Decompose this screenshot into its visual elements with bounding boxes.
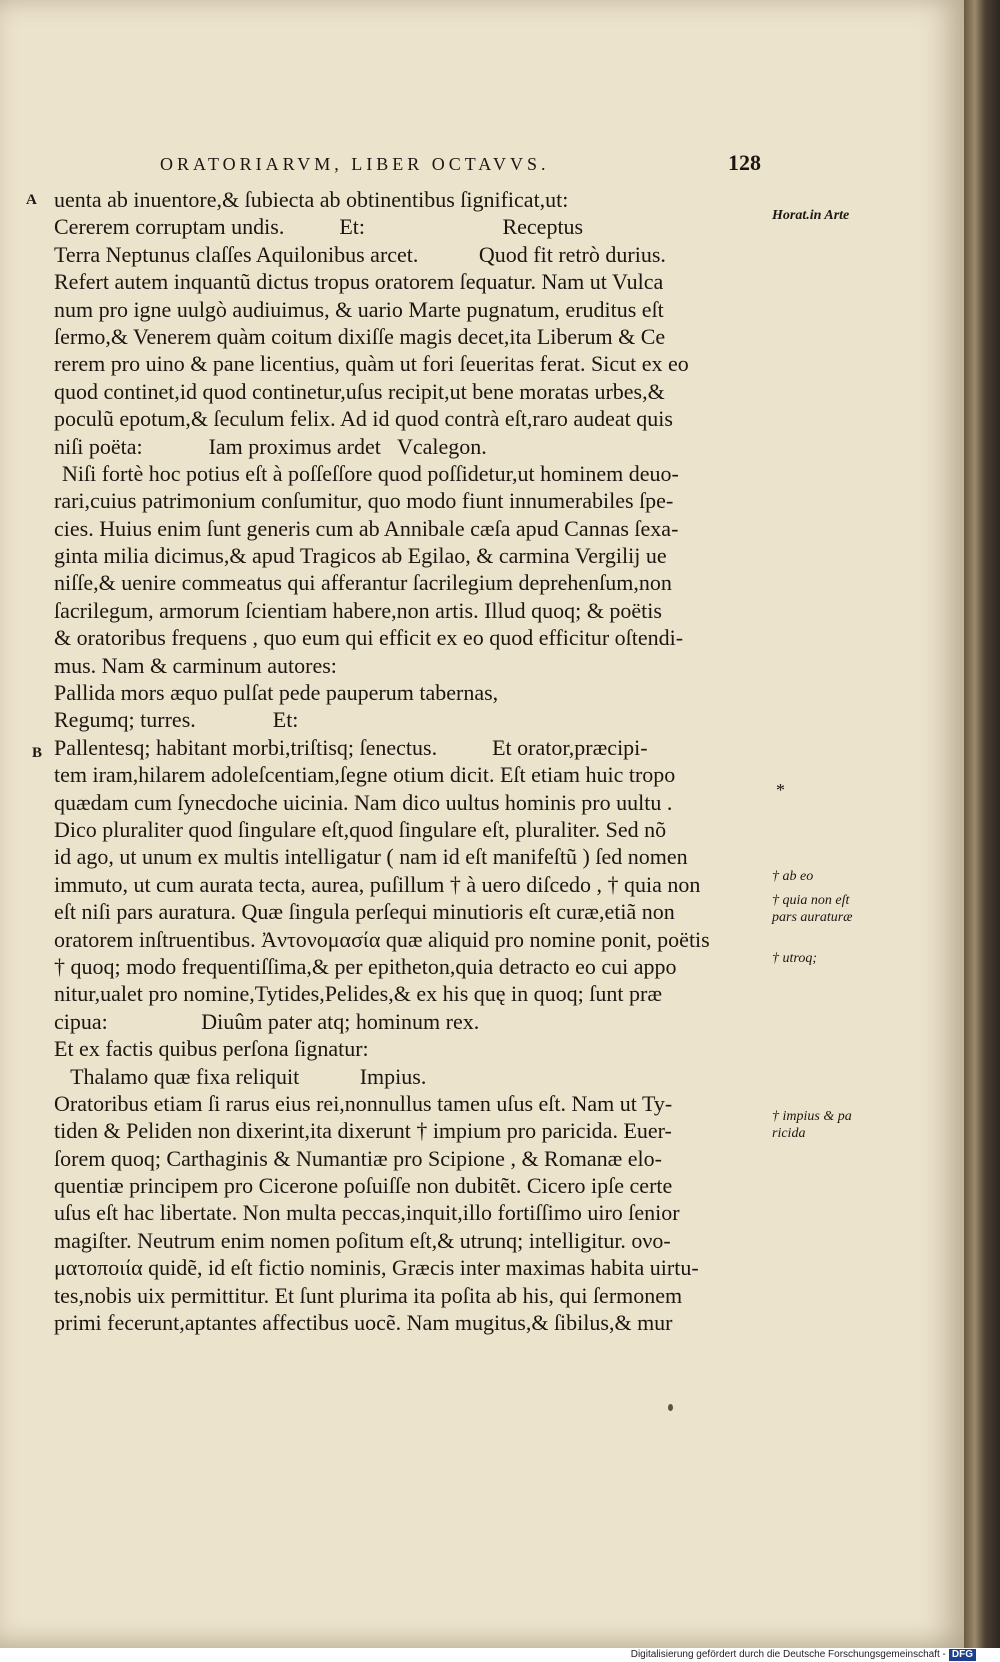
text-line: Et ex factis quibus perſona ſignatur: <box>54 1036 369 1062</box>
text-line: ſacrilegum, armorum ſcientiam habere,non artis. Illud quoq; & poëtis <box>54 597 662 623</box>
text-line: tes,nobis uix permittitur. Et ſunt plurima ita poſita ab his, qui ſermonem <box>54 1282 683 1308</box>
text-line: ginta milia dicimus,& apud Tragicos ab Egilao, & carmina Vergilij ue <box>54 543 667 569</box>
margin-note-impius: † impius & pa ricida <box>772 1109 852 1141</box>
text-line: & oratoribus frequens , quo eum qui efficit ex eo quod efficitur oſtendi- <box>54 625 684 651</box>
text-line: Regumq; turres. Et: <box>54 707 299 733</box>
text-line: uſus eſt hac libertate. Non multa peccas,inquit,illo fortiſſimo uiro ſenior <box>54 1200 680 1226</box>
text-line: Pallida mors æquo pulſat pede pauperum tabernas, <box>54 680 499 706</box>
text-line: tiden & Peliden non dixerint,ita dixerunt † impium pro paricida. Euer- <box>54 1118 672 1144</box>
margin-note-utroq: † utroq; <box>772 951 817 966</box>
margin-asterisk: * <box>776 780 785 800</box>
text-line: primi fecerunt,aptantes affectibus uocẽ. Nam mugitus,& ſibilus,& mur <box>54 1310 673 1336</box>
credit-text: Digitalisierung gefördert durch die Deutsche Forschungsgemeinschaft - <box>630 1649 946 1660</box>
text-line: niſſe,& uenire commeatus qui afferantur ſacrilegium deprehenſum,non <box>54 570 672 596</box>
text-line: quentiæ principem pro Cicerone poſuiſſe non dubitẽt. Cicero ipſe certe <box>54 1173 673 1199</box>
text-line: Cererem corruptam undis. Et: Receptus <box>54 214 584 240</box>
page-edge <box>964 0 1000 1648</box>
text-line: oratorem inſtruentibus. Ἀντονομασία quæ aliquid pro nomine ponit, poëtis <box>54 926 710 952</box>
text-line: ματοποιία quidẽ, id eſt fictio nominis, Græcis inter maximas habita uirtu- <box>54 1255 699 1281</box>
text-line: num pro igne uulgò audiuimus, & uario Marte pugnatum, eruditus eſt <box>54 296 664 322</box>
margin-note-quia-non: † quia non eſt pars auraturæ <box>772 893 853 925</box>
section-letter-b: B <box>32 745 43 761</box>
text-line: rerem pro uino & pane licentius, quàm ut fori ſeueritas ferat. Sicut ex eo <box>54 351 689 377</box>
text-line: † quoq; modo frequentiſſima,& per epitheton,quia detracto eo cui appo <box>54 953 677 979</box>
text-line: Thalamo quæ fixa reliquit Impius. <box>54 1063 427 1089</box>
margin-note-horat: Horat.in Arte <box>772 208 850 223</box>
text-line: Niſi fortè hoc potius eſt à poſſeſſore quod poſſidetur,ut hominem deuo- <box>62 460 679 486</box>
main-text <box>54 186 764 1336</box>
running-title: ORATORIARVM, LIBER OCTAVVS. <box>160 154 550 174</box>
text-line: Oratoribus etiam ſi rarus eius rei,nonnullus tamen uſus eſt. Nam ut Ty- <box>54 1090 673 1116</box>
margin-note-ab-eo: † ab eo <box>772 869 814 884</box>
text-line: cies. Huius enim ſunt generis cum ab Annibale cæſa apud Cannas ſexa- <box>54 515 679 541</box>
text-line: Refert autem inquantũ dictus tropus oratorem ſequatur. Nam ut Vulca <box>54 269 664 295</box>
text-line: uenta ab inuentore,& ſubiecta ab obtinentibus ſignificat,ut: <box>54 187 569 212</box>
page-number: 128 <box>728 150 761 175</box>
dfg-logo: DFG <box>949 1649 976 1661</box>
text-line: rari,cuius patrimonium conſumitur, quo modo fiunt innumerabiles ſpe- <box>54 488 674 514</box>
text-line: quod continet,id quod continetur,uſus recipit,ut bene moratas urbes,& <box>54 378 665 404</box>
text-line: cipua: Diuûm pater atq; hominum rex. <box>54 1008 480 1034</box>
text-line: id ago, ut unum ex multis intelligatur ( nam id eſt manifeſtũ ) ſed nomen <box>54 844 688 870</box>
text-line: Terra Neptunus claſſes Aquilonibus arcet. Quod fit retrò durius. <box>54 241 666 267</box>
text-line: ſermo,& Venerem quàm coitum dixiſſe magis decet,ita Liberum & Ce <box>54 323 666 349</box>
text-line: Dico pluraliter quod ſingulare eſt,quod ſingulare eſt, pluraliter. Sed nõ <box>54 816 667 842</box>
text-line: immuto, ut cum aurata tecta, aurea, puſillum † à uero diſcedo , † quia non <box>54 871 701 897</box>
text-line: quædam cum ſynecdoche uicinia. Nam dico uultus hominis pro uultu . <box>54 789 673 815</box>
text-line: tem iram,hilarem adoleſcentiam,ſegne otium dicit. Eſt etiam huic tropo <box>54 762 676 788</box>
text-line: nitur,ualet pro nomine,Tytides,Pelides,& ex his quę in quoq; ſunt præ <box>54 981 663 1007</box>
text-line: niſi poëta: Iam proximus ardet Vcalegon. <box>54 433 487 459</box>
text-line: mus. Nam & carminum autores: <box>54 652 337 678</box>
section-letter-a: A <box>26 192 37 208</box>
text-line: poculũ epotum,& ſeculum felix. Ad id quod contrà eſt,raro audeat quis <box>54 406 673 432</box>
text-line: ſorem quoq; Carthaginis & Numantiæ pro Scipione , & Romanæ elo- <box>54 1145 662 1171</box>
ink-spot <box>668 1404 673 1411</box>
text-line: eſt niſi pars auratura. Quæ ſingula perſequi minutioris eſt curæ,etiã non <box>54 899 675 925</box>
text-line: magiſter. Neutrum enim nomen poſitum eſt,& utrunq; intelligitur. ονο- <box>54 1227 671 1253</box>
digitization-credit <box>631 1648 976 1662</box>
text-line: Pallentesq; habitant morbi,triſtisq; ſenectus. Et orator,præcipi- <box>54 734 648 760</box>
